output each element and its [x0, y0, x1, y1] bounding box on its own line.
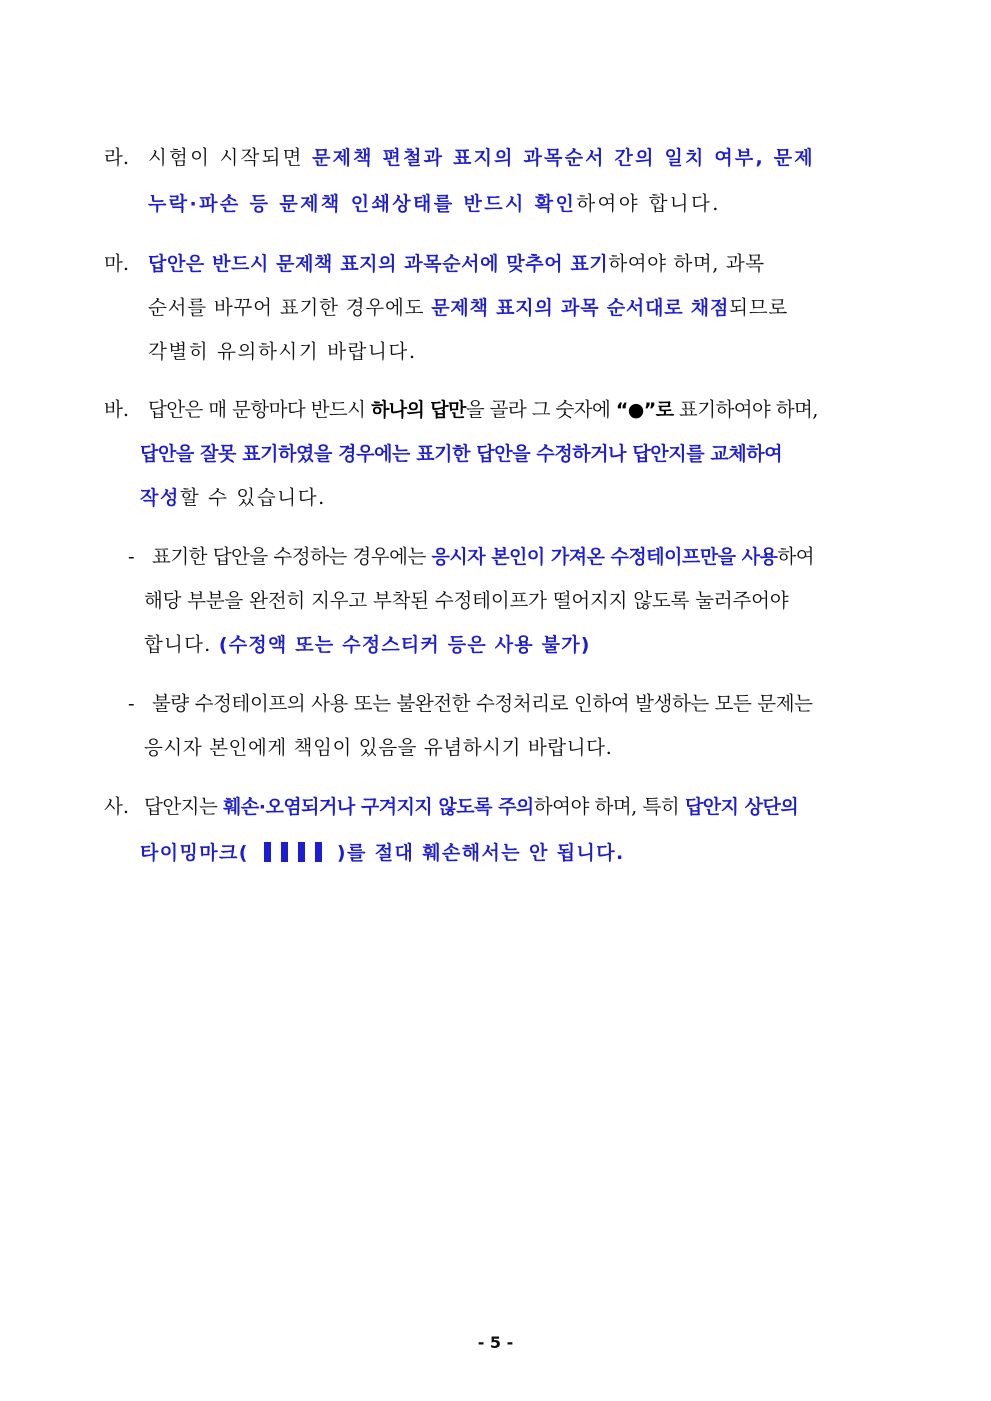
body-text: 되므로: [729, 296, 789, 319]
item-marker: 마.: [104, 252, 130, 275]
text-line: [148, 396, 818, 424]
highlighted-text: 작성: [140, 487, 180, 509]
page-number: - 5 -: [477, 1333, 514, 1352]
text-line: [140, 484, 326, 512]
text-line: [144, 631, 591, 659]
body-text: 해당 부분을 완전히 지우고 부착된 수정테이프가 떨어지지 않도록 눌러주어야: [144, 589, 789, 612]
body-text: 표기한 답안을 수정하는 경우에는: [152, 545, 432, 568]
body-text: 하여야 하며, 과목: [608, 252, 765, 275]
highlighted-text: 문제책 표지의 과목 순서대로 채점: [431, 297, 730, 319]
highlighted-text: 문제책 편철과 표지의 과목순서 간의 일치 여부, 문제: [312, 147, 815, 169]
timing-mark-block: [298, 842, 305, 862]
body-text: 불량 수정테이프의 사용 또는 불완전한 수정처리로 인하여 발생하는 모든 문제는: [152, 692, 813, 715]
body-text: 할 수 있습니다.: [179, 486, 326, 509]
highlighted-text: 응시자 본인이 가져온 수정테이프만을 사용: [431, 546, 778, 568]
item-marker: 라.: [104, 146, 130, 169]
body-text: 답안은 매 문항마다 반드시: [148, 398, 372, 421]
item-marker: 바.: [104, 398, 130, 421]
highlighted-text: (수정액 또는 수정스티커 등은 사용 불가): [218, 634, 591, 656]
highlighted-text: 답안지 상단의: [684, 796, 799, 818]
text-line: [148, 190, 721, 218]
body-text: 표기하여야 하며,: [673, 398, 818, 421]
text-line: [144, 587, 788, 615]
body-text: 하여야 하며, 특히: [533, 795, 685, 818]
highlighted-text: 답안을 잘못 표기하였을 경우에는 표기한 답안을 수정하거나 답안지를 교체하여: [140, 443, 783, 465]
bold-text: 하나의 답만: [371, 399, 466, 421]
highlighted-text: 훼손·오염되거나 구겨지지 않도록 주의: [223, 796, 534, 818]
body-text: 각별히 유의하시기 바랍니다.: [148, 340, 417, 363]
text-line: [144, 793, 798, 821]
text-line: [148, 294, 788, 322]
highlighted-text: 누락·파손 등 문제책 인쇄상태를 반드시 확인: [148, 193, 577, 215]
timing-mark-block: [315, 842, 322, 862]
body-text: 하여야 합니다.: [576, 192, 721, 215]
text-line: [140, 839, 625, 867]
body-text: 을 골라 그 숫자에: [465, 398, 616, 421]
highlighted-text: )를 절대 훼손해서는 안 됩니다.: [336, 842, 625, 864]
text-line: [148, 338, 417, 366]
body-text: 합니다.: [144, 633, 219, 656]
timing-mark-icon: [259, 839, 327, 867]
text-line: [148, 250, 765, 278]
body-text: 시험이 시작되면: [148, 146, 313, 169]
text-line: [148, 144, 815, 172]
body-text: 응시자 본인에게 책임이 있음을 유념하시기 바랍니다.: [144, 736, 613, 759]
item-marker: -: [128, 692, 135, 715]
text-line: [152, 690, 813, 718]
highlighted-text: 답안은 반드시 문제책 표지의 과목순서에 맞추어 표기: [148, 253, 609, 275]
text-line: [152, 543, 814, 571]
bold-text: “●”로: [615, 399, 674, 421]
item-marker: 사.: [104, 795, 130, 818]
body-text: 답안지는: [144, 795, 224, 818]
body-text: 순서를 바꾸어 표기한 경우에도: [148, 296, 432, 319]
body-text: 하여: [777, 545, 815, 568]
text-line: [144, 734, 612, 762]
text-line: [140, 440, 782, 468]
timing-mark-block: [281, 842, 288, 862]
highlighted-text: 타이밍마크(: [140, 842, 249, 864]
item-marker: -: [128, 545, 135, 568]
timing-mark-block: [264, 842, 271, 862]
